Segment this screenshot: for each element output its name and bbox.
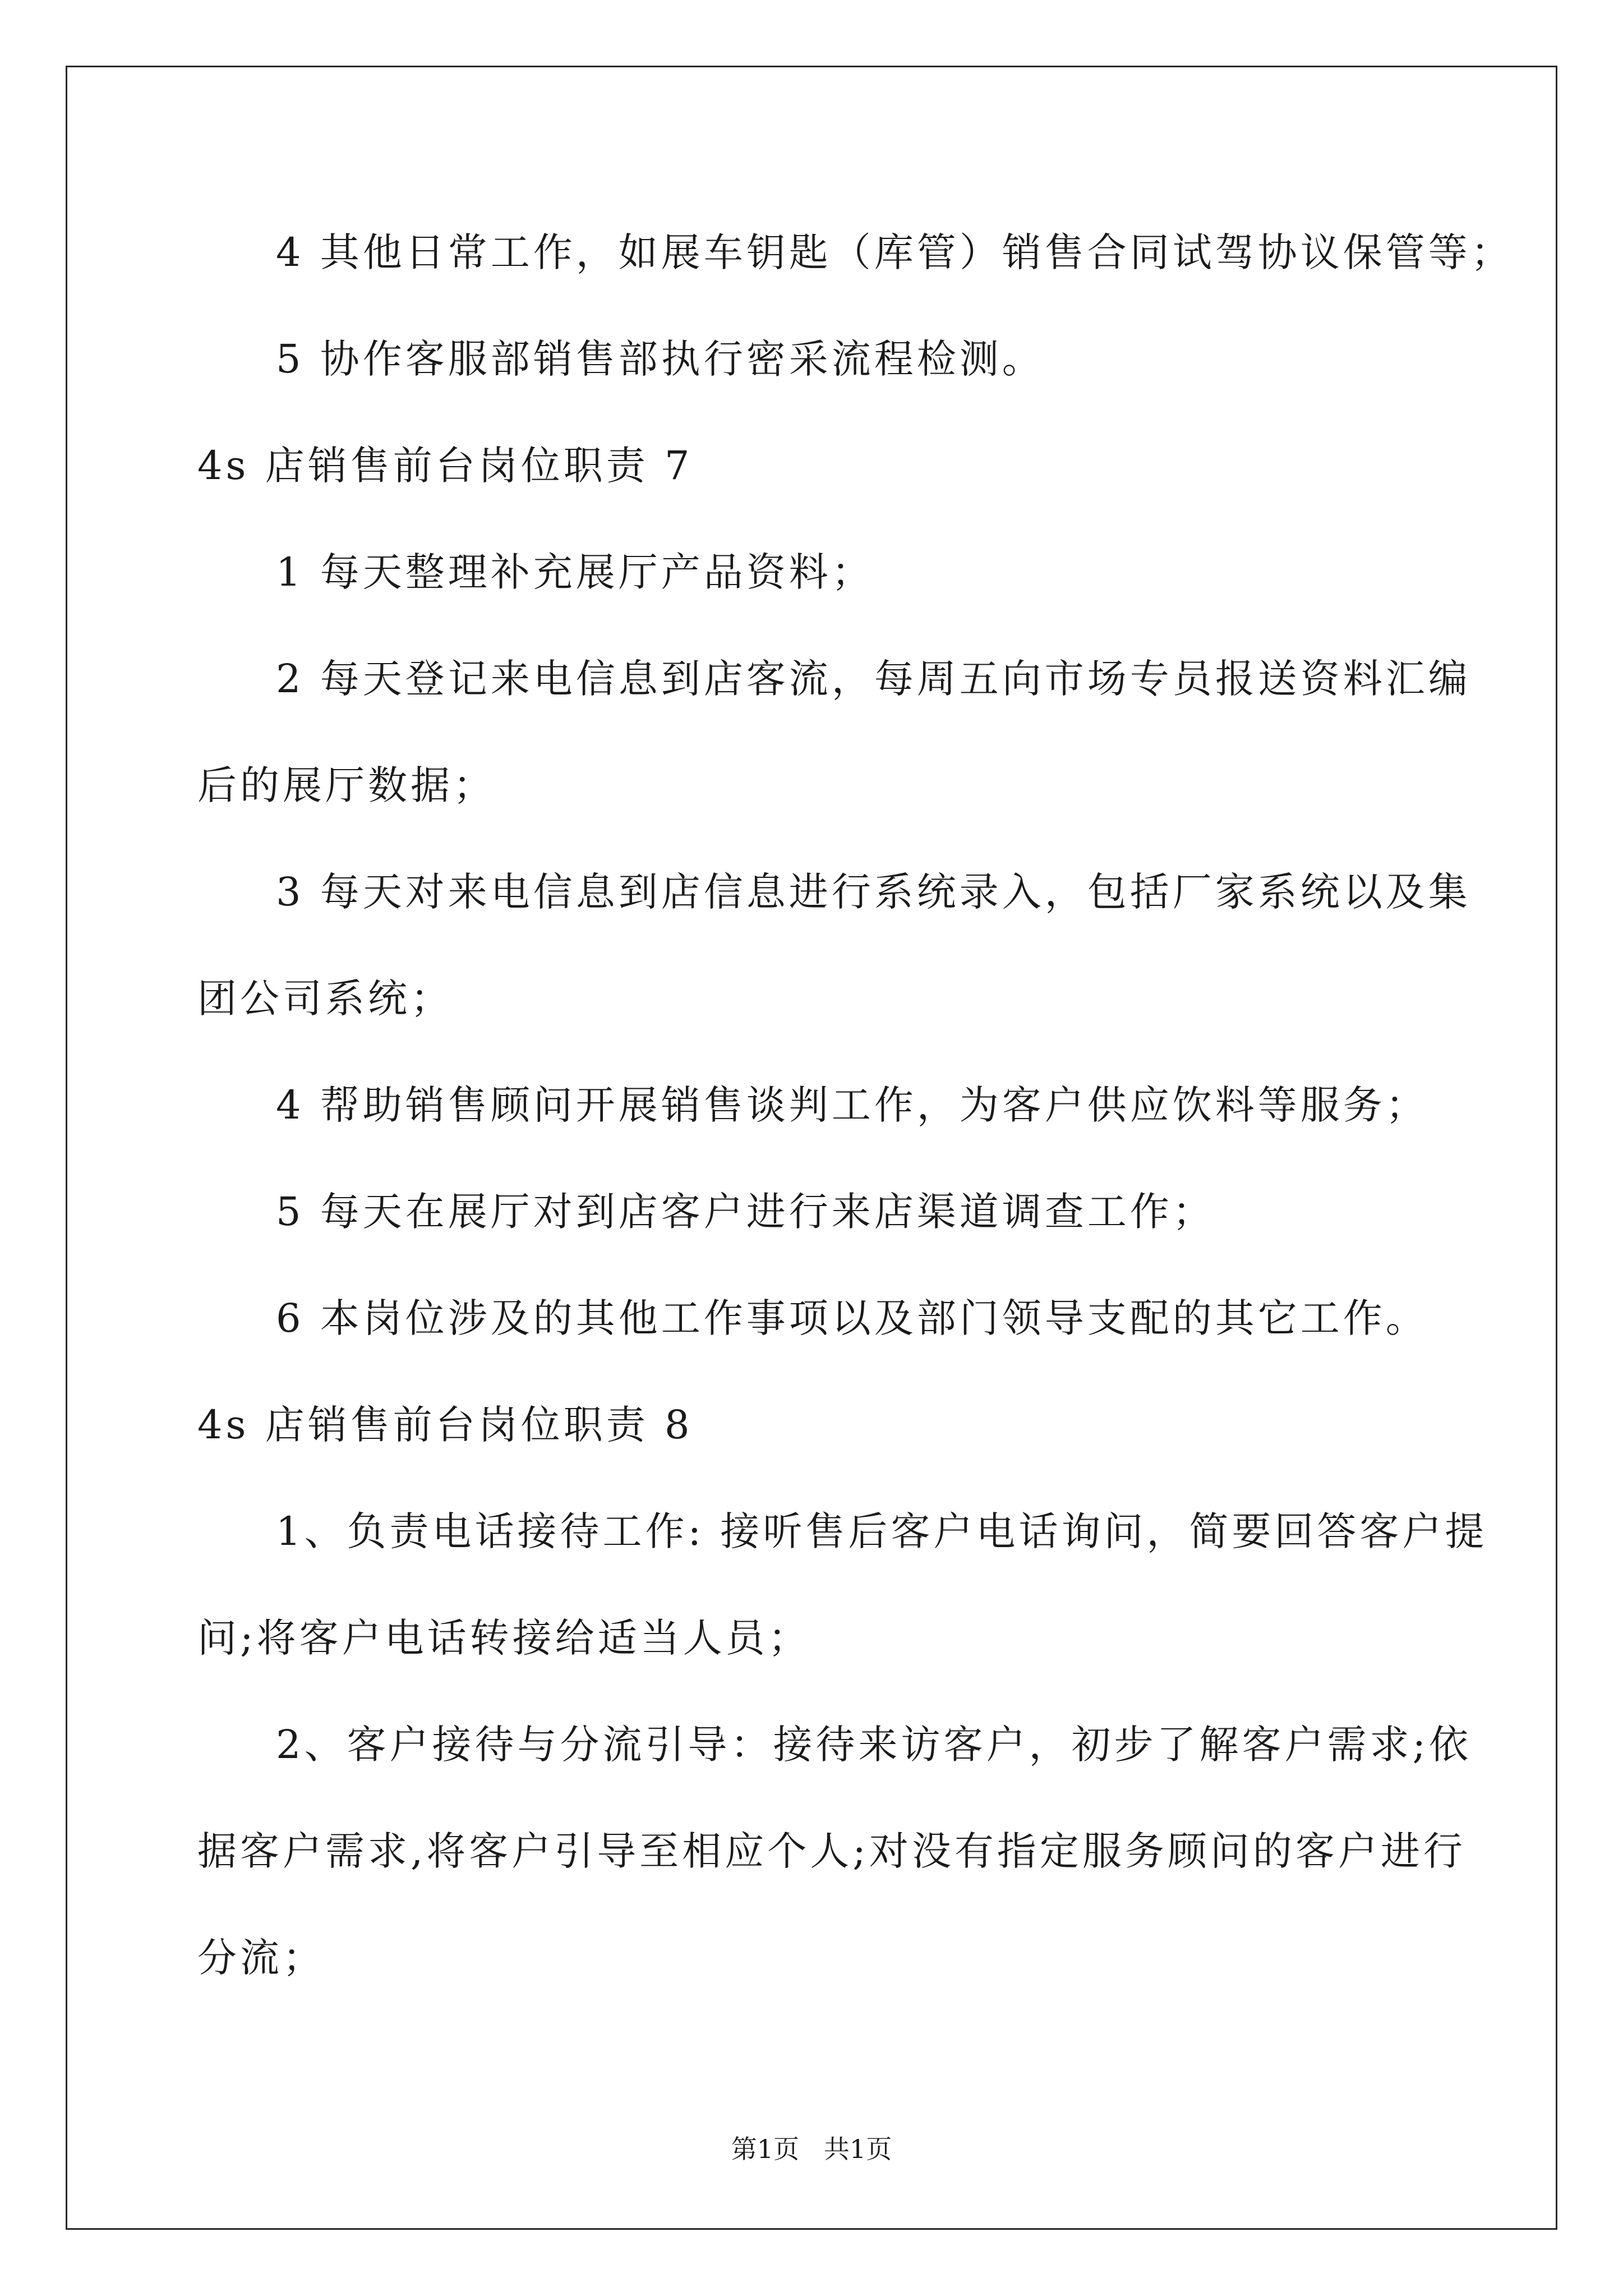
- paragraph-line: 问;将客户电话转接给适当人员；: [197, 1615, 811, 1661]
- paragraph-line: 3 每天对来电信息到店信息进行系统录入，包括厂家系统以及集: [276, 869, 1471, 915]
- paragraph-line: 1 每天整理补充展厅产品资料；: [276, 549, 874, 595]
- paragraph-line: 2 每天登记来电信息到店客流，每周五向市场专员报送资料汇编: [276, 656, 1471, 702]
- paragraph-line: 5 协作客服部销售部执行密采流程检测。: [276, 336, 1045, 382]
- paragraph-line: 团公司系统；: [197, 976, 453, 1022]
- page-border: [66, 66, 1557, 2230]
- paragraph-line: 2、客户接待与分流引导：接待来访客户，初步了解客户需求;依: [276, 1722, 1472, 1768]
- paragraph-line: 1、负责电话接待工作: 接听售后客户电话询问，简要回答客户提: [276, 1508, 1488, 1554]
- page-number-footer: 第1页 共1页: [731, 2134, 892, 2164]
- paragraph-line: 据客户需求,将客户引导至相应个人;对没有指定服务顾问的客户进行: [197, 1828, 1466, 1874]
- section-heading: 4s 店销售前台岗位职责 7: [197, 443, 693, 489]
- paragraph-line: 后的展厅数据；: [197, 762, 496, 808]
- section-heading: 4s 店销售前台岗位职责 8: [197, 1402, 693, 1448]
- paragraph-line: 分流；: [197, 1935, 325, 1981]
- paragraph-line: 4 其他日常工作，如展车钥匙（库管）销售合同试驾协议保管等；: [276, 229, 1514, 275]
- paragraph-line: 4 帮助销售顾问开展销售谈判工作，为客户供应饮料等服务；: [276, 1082, 1428, 1128]
- paragraph-line: 5 每天在展厅对到店客户进行来店渠道调查工作；: [276, 1189, 1215, 1235]
- paragraph-line: 6 本岗位涉及的其他工作事项以及部门领导支配的其它工作。: [276, 1295, 1428, 1341]
